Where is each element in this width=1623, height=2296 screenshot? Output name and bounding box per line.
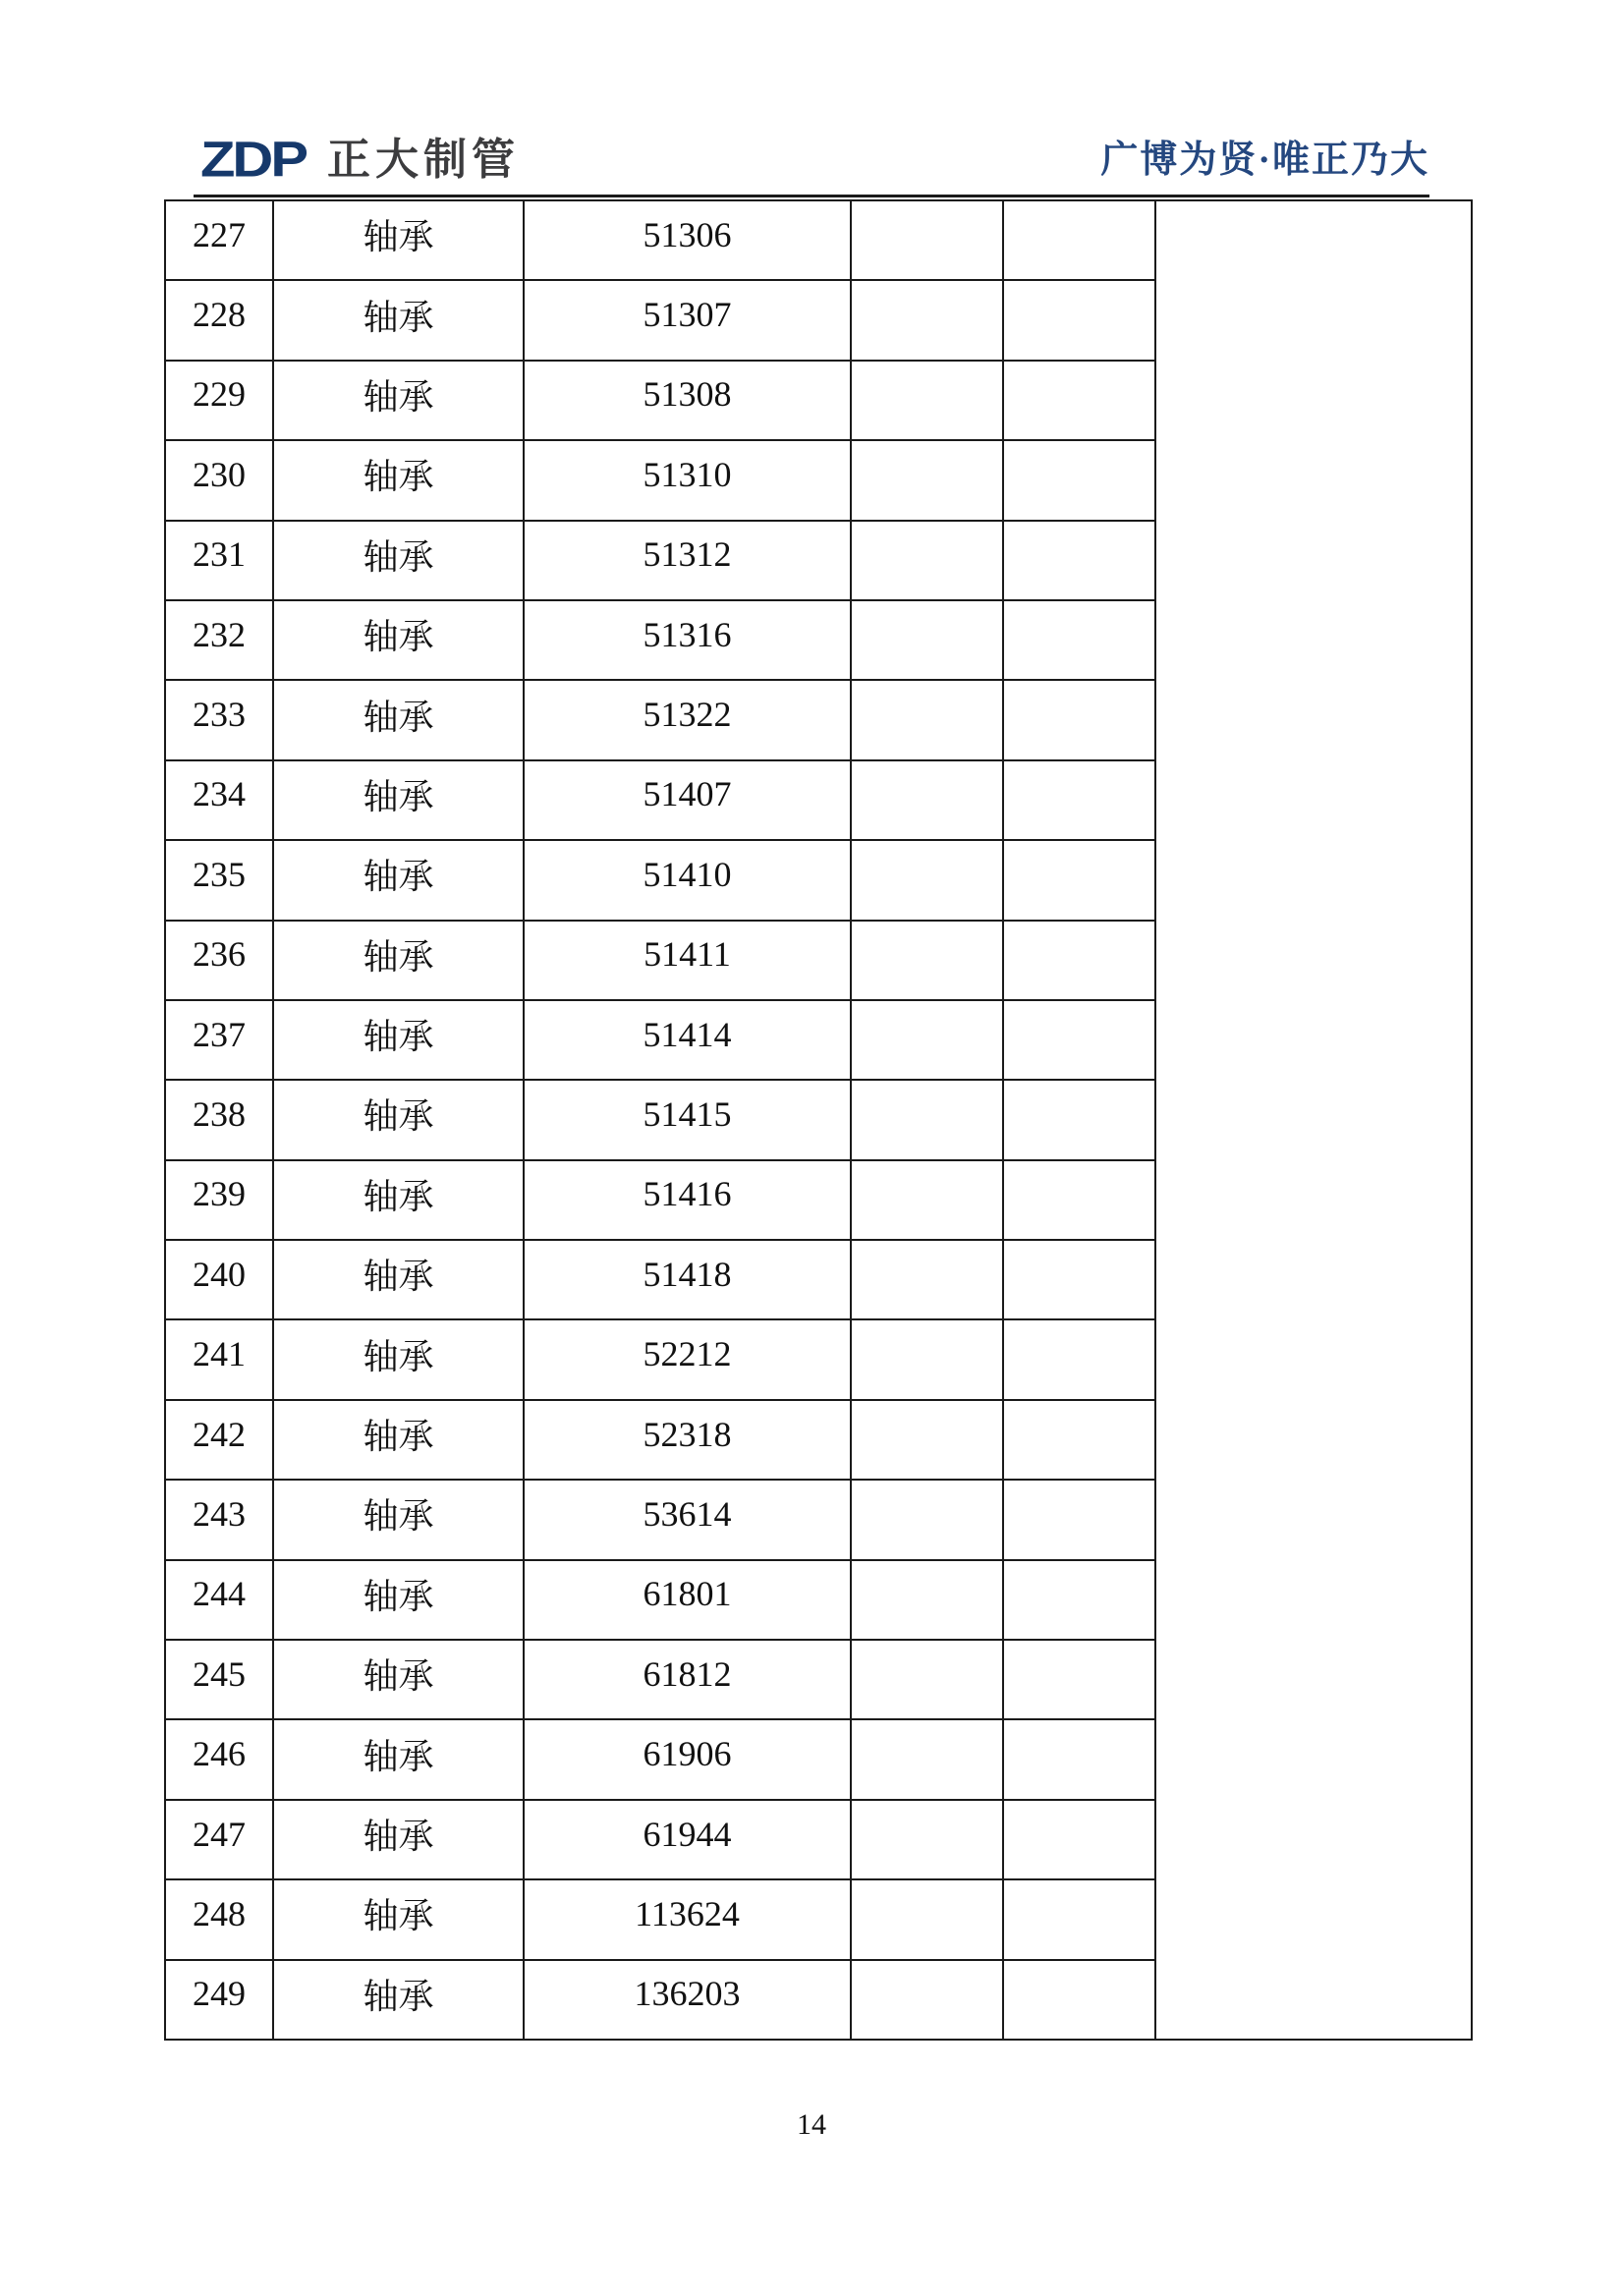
row-number-cell: 242	[165, 1400, 273, 1480]
row-number-cell: 235	[165, 840, 273, 920]
part-model-cell: 51416	[524, 1160, 851, 1240]
row-number-cell: 249	[165, 1960, 273, 2040]
empty-cell	[851, 1000, 1003, 1080]
part-model-cell: 52212	[524, 1319, 851, 1399]
row-number-cell: 238	[165, 1080, 273, 1159]
empty-cell	[851, 600, 1003, 680]
empty-cell	[851, 680, 1003, 759]
empty-cell	[851, 1480, 1003, 1559]
row-number-cell: 247	[165, 1800, 273, 1879]
row-number-cell: 237	[165, 1000, 273, 1080]
empty-cell	[851, 840, 1003, 920]
row-number-cell: 236	[165, 921, 273, 1000]
empty-cell	[851, 921, 1003, 1000]
part-name-cell: 轴承	[273, 1240, 524, 1319]
part-name-cell: 轴承	[273, 361, 524, 440]
part-name-cell: 轴承	[273, 921, 524, 1000]
empty-cell	[1003, 280, 1155, 360]
row-number-cell: 246	[165, 1719, 273, 1799]
part-name-cell: 轴承	[273, 440, 524, 520]
table-row	[165, 200, 1472, 280]
part-model-cell: 51415	[524, 1080, 851, 1159]
zdp-logo-icon: ZDP	[200, 131, 306, 189]
empty-cell	[851, 1160, 1003, 1240]
company-logo	[200, 132, 520, 189]
remarks-merged-cell	[1155, 200, 1472, 2040]
part-model-cell: 61906	[524, 1719, 851, 1799]
part-name-cell: 轴承	[273, 200, 524, 280]
empty-cell	[1003, 1879, 1155, 1959]
empty-cell	[1003, 200, 1155, 280]
row-number-cell: 227	[165, 200, 273, 280]
part-model-cell: 53614	[524, 1480, 851, 1559]
part-model-cell: 51307	[524, 280, 851, 360]
empty-cell	[1003, 680, 1155, 759]
empty-cell	[1003, 1000, 1155, 1080]
empty-cell	[1003, 760, 1155, 840]
empty-cell	[1003, 1719, 1155, 1799]
part-name-cell: 轴承	[273, 1480, 524, 1559]
part-name-cell: 轴承	[273, 1080, 524, 1159]
row-number-cell: 244	[165, 1560, 273, 1640]
empty-cell	[1003, 1640, 1155, 1719]
empty-cell	[851, 1879, 1003, 1959]
part-model-cell: 51410	[524, 840, 851, 920]
company-slogan: 广博为贤·唯正乃大	[1100, 140, 1429, 181]
part-model-cell: 51310	[524, 440, 851, 520]
row-number-cell: 230	[165, 440, 273, 520]
empty-cell	[1003, 1160, 1155, 1240]
empty-cell	[1003, 1800, 1155, 1879]
empty-cell	[851, 1800, 1003, 1879]
company-name-text: 正大制管	[327, 136, 520, 184]
part-model-cell: 51312	[524, 521, 851, 600]
row-number-cell: 243	[165, 1480, 273, 1559]
part-model-cell: 113624	[524, 1879, 851, 1959]
row-number-cell: 248	[165, 1879, 273, 1959]
part-model-cell: 61812	[524, 1640, 851, 1719]
part-name-cell: 轴承	[273, 840, 524, 920]
empty-cell	[851, 200, 1003, 280]
part-model-cell: 52318	[524, 1400, 851, 1480]
row-number-cell: 229	[165, 361, 273, 440]
part-name-cell: 轴承	[273, 1800, 524, 1879]
part-name-cell: 轴承	[273, 1719, 524, 1799]
part-model-cell: 51418	[524, 1240, 851, 1319]
part-model-cell: 61801	[524, 1560, 851, 1640]
part-name-cell: 轴承	[273, 521, 524, 600]
empty-cell	[851, 1400, 1003, 1480]
part-name-cell: 轴承	[273, 1640, 524, 1719]
part-name-cell: 轴承	[273, 1160, 524, 1240]
row-number-cell: 232	[165, 600, 273, 680]
empty-cell	[851, 1560, 1003, 1640]
part-name-cell: 轴承	[273, 1400, 524, 1480]
empty-cell	[851, 760, 1003, 840]
part-name-cell: 轴承	[273, 760, 524, 840]
parts-table	[164, 199, 1473, 2041]
empty-cell	[1003, 361, 1155, 440]
empty-cell	[851, 361, 1003, 440]
empty-cell	[851, 1719, 1003, 1799]
row-number-cell: 234	[165, 760, 273, 840]
part-model-cell: 61944	[524, 1800, 851, 1879]
empty-cell	[1003, 1560, 1155, 1640]
empty-cell	[1003, 1400, 1155, 1480]
part-name-cell: 轴承	[273, 600, 524, 680]
empty-cell	[851, 1080, 1003, 1159]
part-model-cell: 51411	[524, 921, 851, 1000]
empty-cell	[851, 521, 1003, 600]
header-rule	[194, 195, 1429, 197]
row-number-cell: 241	[165, 1319, 273, 1399]
part-name-cell: 轴承	[273, 1560, 524, 1640]
part-model-cell: 136203	[524, 1960, 851, 2040]
row-number-cell: 231	[165, 521, 273, 600]
empty-cell	[1003, 521, 1155, 600]
part-name-cell: 轴承	[273, 280, 524, 360]
part-model-cell: 51414	[524, 1000, 851, 1080]
empty-cell	[851, 1240, 1003, 1319]
part-name-cell: 轴承	[273, 1879, 524, 1959]
row-number-cell: 228	[165, 280, 273, 360]
empty-cell	[1003, 1960, 1155, 2040]
part-model-cell: 51316	[524, 600, 851, 680]
empty-cell	[1003, 921, 1155, 1000]
empty-cell	[851, 1319, 1003, 1399]
empty-cell	[851, 1640, 1003, 1719]
empty-cell	[1003, 1240, 1155, 1319]
empty-cell	[1003, 600, 1155, 680]
part-name-cell: 轴承	[273, 1319, 524, 1399]
part-name-cell: 轴承	[273, 1000, 524, 1080]
row-number-cell: 245	[165, 1640, 273, 1719]
part-model-cell: 51407	[524, 760, 851, 840]
empty-cell	[1003, 1080, 1155, 1159]
part-model-cell: 51306	[524, 200, 851, 280]
empty-cell	[1003, 1480, 1155, 1559]
empty-cell	[1003, 1319, 1155, 1399]
row-number-cell: 233	[165, 680, 273, 759]
empty-cell	[851, 440, 1003, 520]
part-name-cell: 轴承	[273, 1960, 524, 2040]
part-model-cell: 51308	[524, 361, 851, 440]
empty-cell	[1003, 440, 1155, 520]
empty-cell	[851, 280, 1003, 360]
part-model-cell: 51322	[524, 680, 851, 759]
empty-cell	[851, 1960, 1003, 2040]
page-number: 14	[797, 2108, 826, 2141]
row-number-cell: 240	[165, 1240, 273, 1319]
empty-cell	[1003, 840, 1155, 920]
row-number-cell: 239	[165, 1160, 273, 1240]
part-name-cell: 轴承	[273, 680, 524, 759]
